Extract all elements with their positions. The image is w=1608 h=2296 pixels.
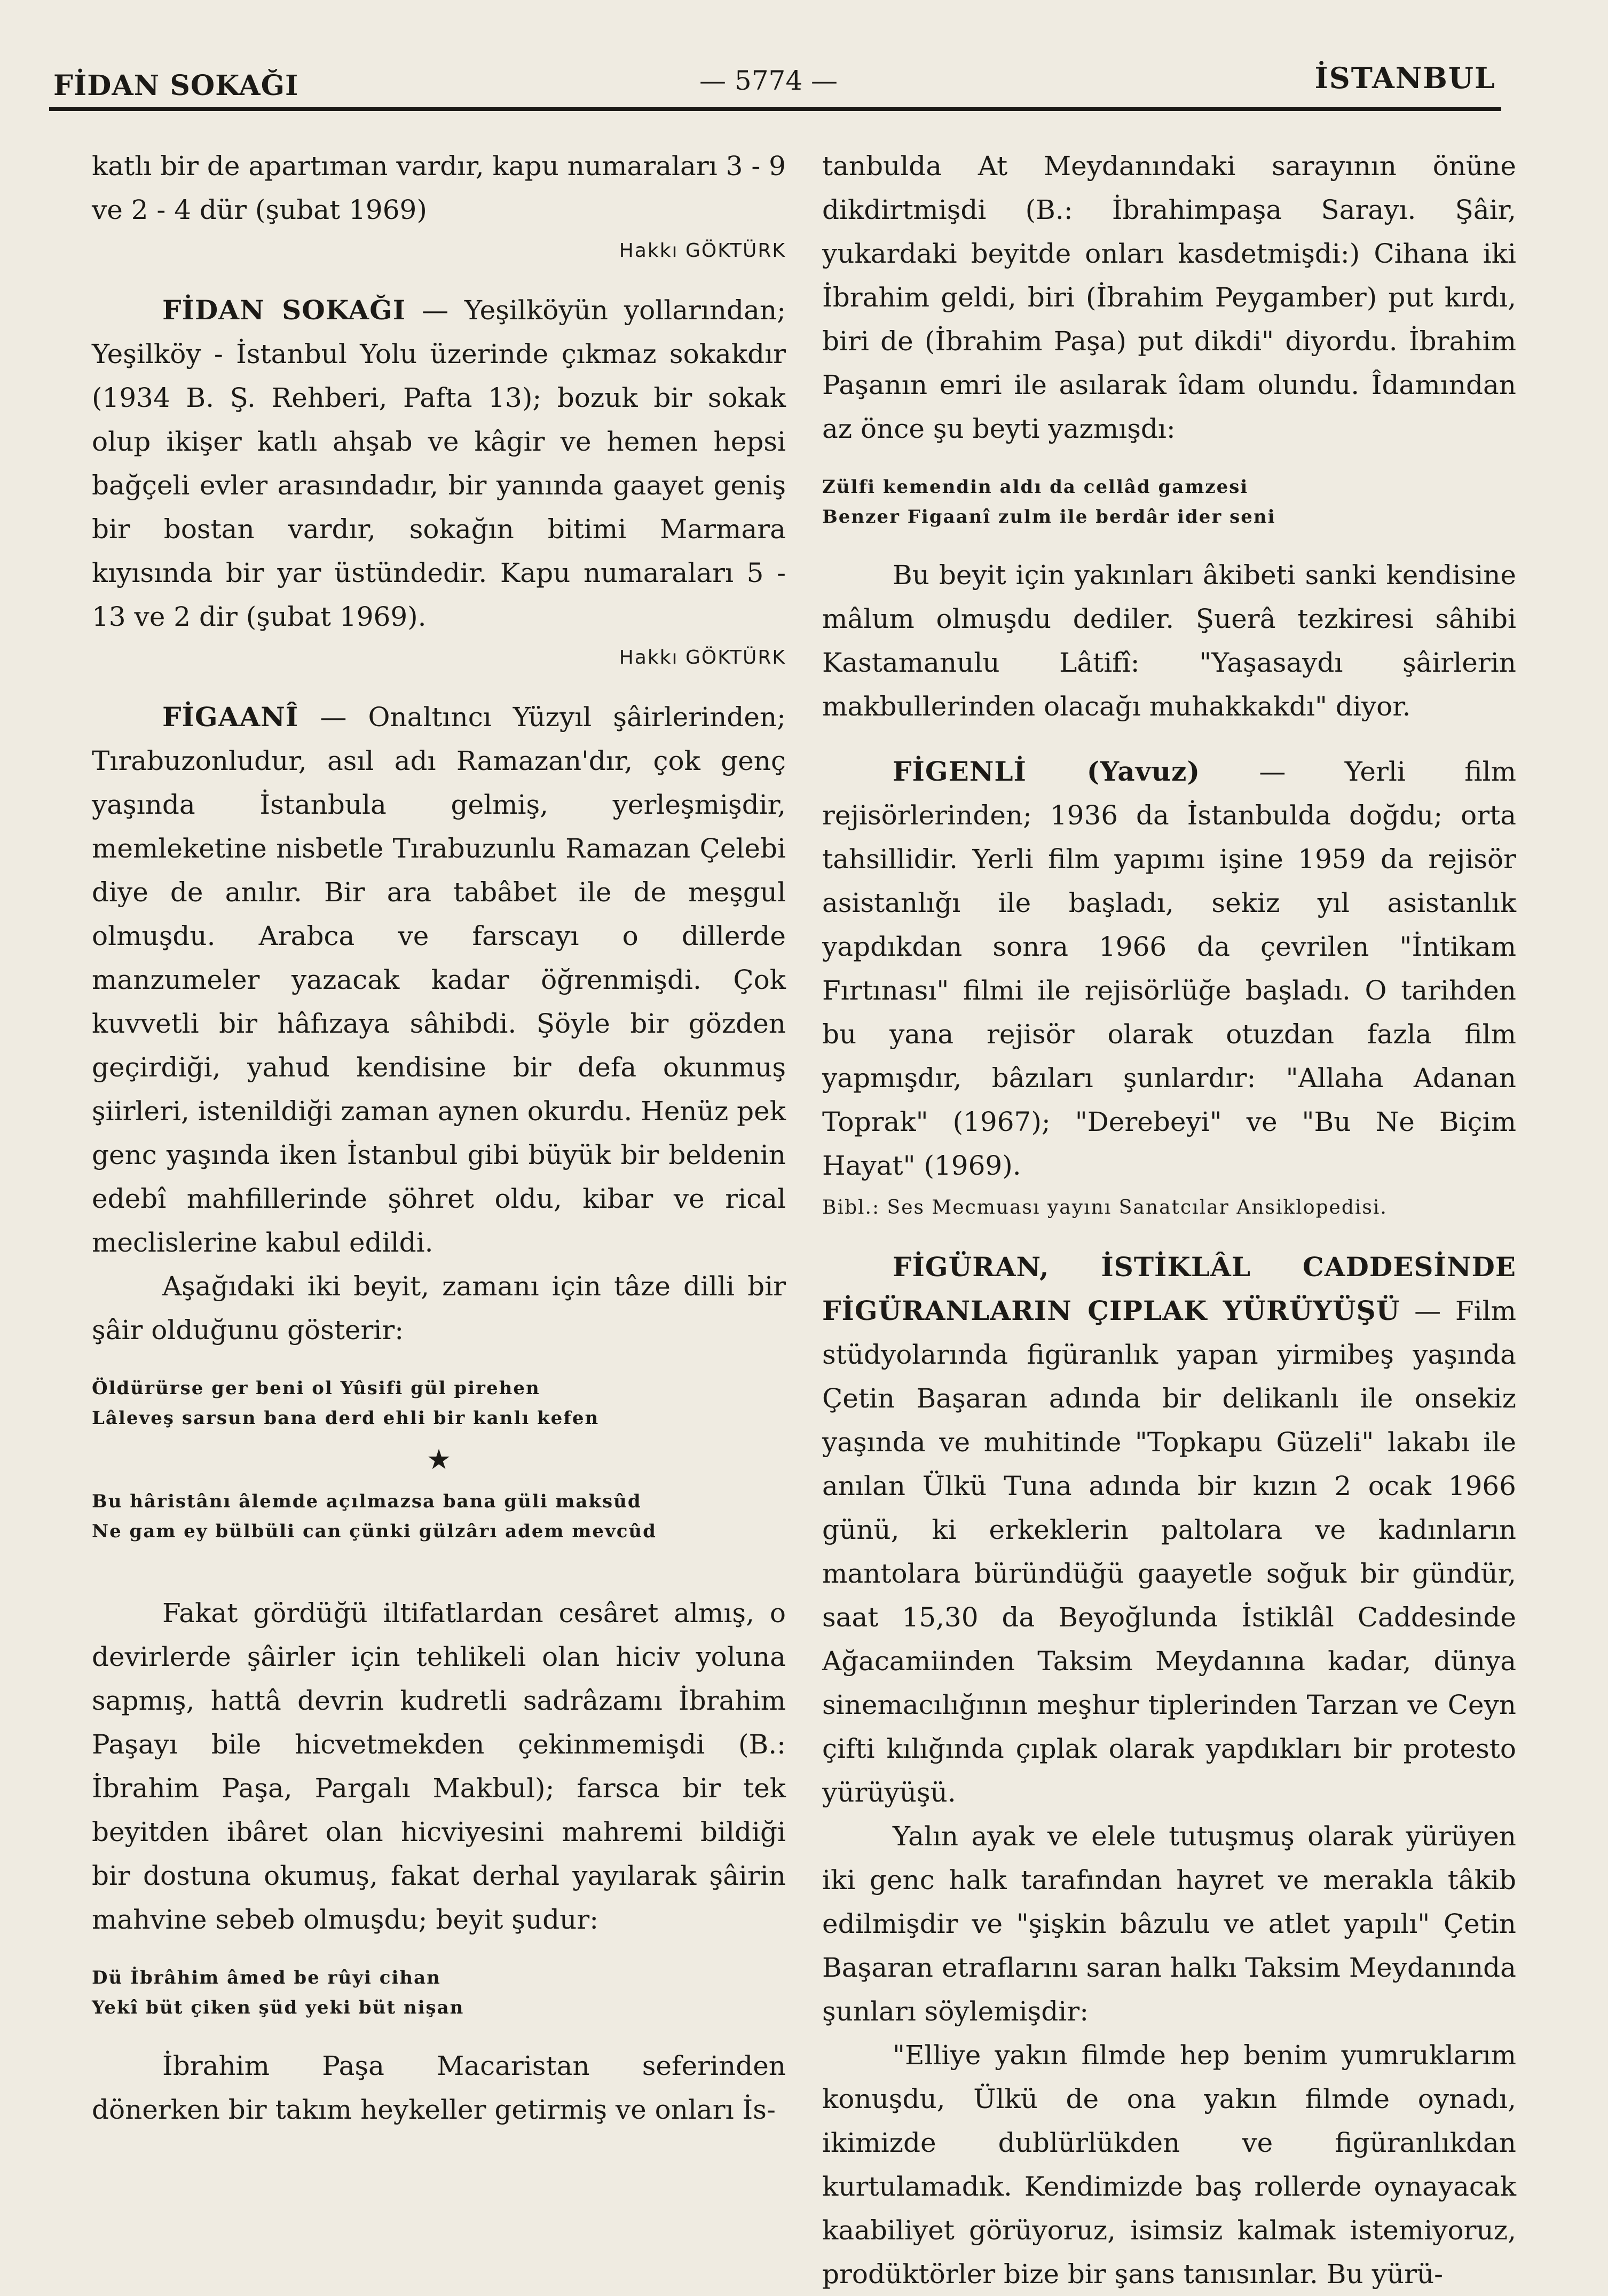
entry-body: — Onaltıncı Yüzyıl şâirlerinden; Tırabuzonludur, asıl adı Ramazan'dır, çok genç yaşında İstanbula gelmiş, yerleşmişdir, memleketine nisbetle Tırabuzunlu Ramazan Çelebi diye de anılır. Bir ara tabâbet ile de meşgul olmuşdu. Arabca ve farscayı o dillerde manzumeler yazacak kadar öğrenmişdi. Çok kuvvetli bir hâfızaya sâhibdi. Şöyle bir gözden geçirdiği, yahud kendisine bir defa okunmuş şiirleri, istenildiği zaman aynen okurdu. Henüz pek genc yaşında iken İstanbul gibi büyük bir beldenin edebî mahfillerinde şöhret oldu, kibar ve rical meclislerine kabul edildi. <box>92 702 786 1258</box>
author-signature: Hakkı GÖKTÜRK <box>619 240 786 262</box>
entry-heading: FİGÜRAN, İSTİKLÂL CADDESİNDE FİGÜRANLARIN ÇIPLAK YÜRÜYÜŞÜ <box>822 1251 1516 1326</box>
paragraph: Fakat gördüğü iltifatlardan cesâret almış, o devirlerde şâirler için tehlikeli olan hiciv yoluna sapmış, hattâ devrin kudretli sadrâzamı İbrahim Paşayı bile hicvetmekden çekinmemişdi (B.: İbrahim Paşa, Pargalı Makbul); farsca bir tek beyitden ibâret olan hicviyesini mahremi bildiği bir dostuna okumuş, fakat derhal yayılarak şâirin mahvine sebeb olmuşdu; beyit şudur: <box>92 1598 786 1935</box>
verse-line: Ne gam ey bülbüli can çünki gülzârı adem mevcûd <box>92 1521 657 1542</box>
entry-fidan-sokagi <box>92 288 786 639</box>
entry-heading: FİDAN SOKAĞI <box>162 294 406 326</box>
author-signature: Hakkı GÖKTÜRK <box>619 647 786 669</box>
verse-line: Dü İbrâhim âmed be rûyi cihan <box>92 1967 441 1988</box>
paragraph: Aşağıdaki iki beyit, zamanı için tâze dilli bir şâir olduğunu gösterir: <box>92 1271 786 1346</box>
running-head <box>53 59 1496 107</box>
entry-body: — Film stüdyolarında figüranlık yapan yirmibeş yaşında Çetin Başaran adında bir delikanlı ile onsekiz yaşında ve muhitinde "Topkapu Güzeli" lakabı ile anılan Ülkü Tuna adında bir kızın 2 ocak 1966 günü, ki erkeklerin paltolara ve kadınların mantolara büründüğü gaayetle soğuk bir gündür, saat 15,30 da Beyoğlunda İstiklâl Caddesinde Ağacamiinden Taksim Meydanına kadar, dünya sinemacılığının meşhur tiplerinden Tarzan ve Ceyn çifti kılığında çıplak olarak yapdıkları bir protesto yürüyüşü. <box>822 1295 1516 1808</box>
paragraph: tanbulda At Meydanındaki sarayının önüne dikdirtmişdi (B.: İbrahimpaşa Sarayı. Şâir, yukardaki beyitde onları kasdetmişdi:) Cihana iki İbrahim geldi, biri (İbrahim Peygamber) put kırdı, biri de (İbrahim Paşa) put dikdi" diyordu. İbrahim Paşanın emri ile asılarak îdam olundu. Îdamından az önce şu beyti yazmışdı: <box>822 151 1516 444</box>
verse-line: Yekî büt çiken şüd yeki büt nişan <box>92 1997 464 2018</box>
entry-body: — Yeşilköyün yollarından; Yeşilköy - İstanbul Yolu üzerinde çıkmaz sokakdır (1934 B. Ş. Rehberi, Pafta 13); bozuk bir sokak olup ikişer katlı ahşab ve kâgir ve hemen hepsi bağçeli evler arasındadır, bir yanında gaayet geniş bir bostan vardır, sokağın bitimi Marmara kıyısında bir yar üstündedir. Kapu numaraları 5 - 13 ve 2 dir (şubat 1969). <box>92 295 786 632</box>
verse-line: Öldürürse ger beni ol Yûsifi gül pirehen <box>92 1378 540 1399</box>
paragraph: katlı bir de apartıman vardır, kapu numaraları 3 - 9 ve 2 - 4 dür (şubat 1969) <box>92 151 786 225</box>
paragraph: Bu beyit için yakınları âkibeti sanki kendisine mâlum olmuşdu dediler. Şuerâ tezkiresi sâhibi Kastamanulu Lâtifî: "Yaşasaydı şâirlerin makbullerinden olacağı muhakkakdı" diyor. <box>822 560 1516 722</box>
entry-body: — Yerli film rejisörlerinden; 1936 da İstanbulda doğdu; orta tahsillidir. Yerli film yapımı işine 1959 da rejisör asistanlığı ile başladı, sekiz yıl asistanlık yapdıkdan sonra 1966 da çevrilen "İntikam Fırtınası" filmi ile rejisörlüğe başladı. O tarihden bu yana rejisör olarak otuzdan fazla film yapmışdır, bâzıları şunlardır: "Allaha Adanan Toprak" (1967); "Derebeyi" ve "Bu Ne Biçim Hayat" (1969). <box>822 756 1516 1181</box>
left-column <box>92 144 786 2132</box>
header-entry-title: FİDAN SOKAĞI <box>53 69 299 102</box>
verse-line: Bu hâristânı âlemde açılmazsa bana güli maksûd <box>92 1491 642 1512</box>
bibliography: Bibl.: Ses Mecmuası yayını Sanatcılar Ansiklopedisi. <box>822 1197 1388 1218</box>
verse-line: Zülfi kemendin aldı da cellâd gamzesi <box>822 476 1249 498</box>
entry-heading: FİGAANÎ <box>162 701 299 733</box>
paragraph: İbrahim Paşa Macaristan seferinden dönerken bir takım heykeller getirmiş ve onları İs- <box>92 2050 786 2125</box>
paragraph: "Elliye yakın filmde hep benim yumruklarım konuşdu, Ülkü de ona yakın filmde oynadı, ikimizde dublürlükden ve figüranlıkdan kurtulamadık. Kendimizde baş rollerde oynayacak kaabiliyet görüyoruz, isimsiz kalmak istemiyoruz, prodüktörler bize bir şans tanısınlar. Bu yürü- <box>822 2040 1516 2290</box>
entry-heading: FİGENLİ (Yavuz) <box>893 756 1201 787</box>
header-section: İSTANBUL <box>1314 61 1496 95</box>
entry-figaani <box>92 695 786 1264</box>
verse-line: Benzer Figaanî zulm ile berdâr ider seni <box>822 506 1276 528</box>
paragraph: Yalın ayak ve elele tutuşmuş olarak yürüyen iki genc halk tarafından hayret ve merakla tâkib edilmişdir ve "şişkin bâzulu ve atlet yapılı" Çetin Başaran etraflarını saran halkı Taksim Meydanında şunları söylemişdir: <box>822 1821 1516 2027</box>
star-separator: ★ <box>426 1444 452 1476</box>
header-rule <box>49 107 1501 111</box>
page-number: — 5774 — <box>699 65 838 96</box>
right-column <box>822 144 1516 2296</box>
entry-figenli <box>822 750 1516 1188</box>
verse-line: Lâleveş sarsun bana derd ehli bir kanlı kefen <box>92 1408 600 1429</box>
entry-figuran <box>822 1245 1516 1814</box>
